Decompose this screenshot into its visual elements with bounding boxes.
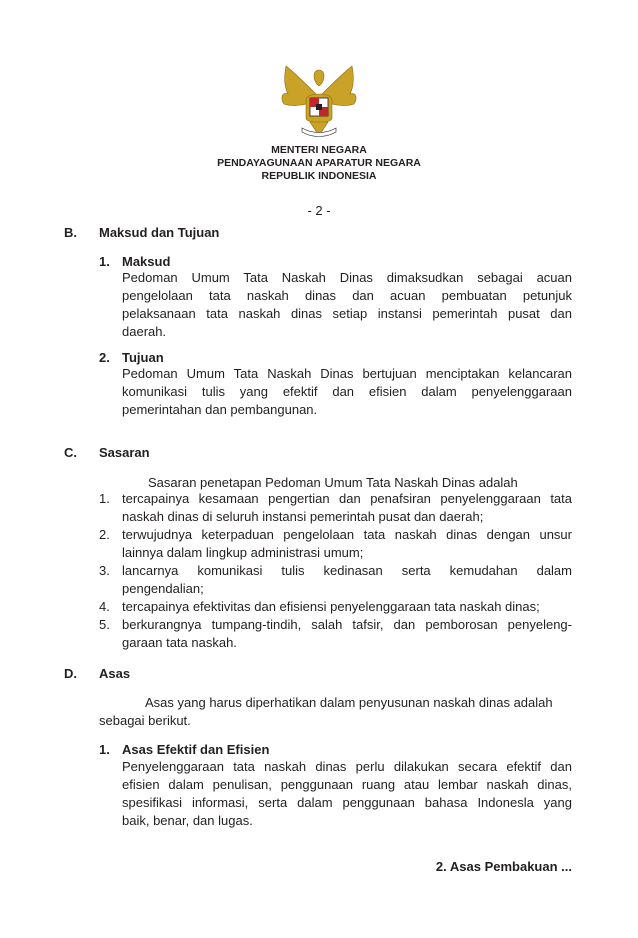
section-d-item1-line3: spesifikasi informasi, serta dalam penggunaan bahasa Indonesla yang	[122, 795, 572, 810]
section-c-item3-num: 3.	[99, 563, 110, 578]
section-b-item1-line1: Pedoman Umum Tata Naskah Dinas dimaksudkan sebagai acuan	[122, 270, 572, 285]
section-b-letter: B.	[64, 225, 77, 240]
section-d-letter: D.	[64, 666, 77, 681]
section-c-title: Sasaran	[99, 445, 150, 460]
section-b-item1-line2: pengelolaan tata naskah dinas dan acuan pembuatan petunjuk	[122, 288, 572, 303]
section-c-item5-line2: garaan tata naskah.	[122, 635, 237, 650]
section-d-item1-line1: Penyelenggaraan tata naskah dinas perlu dilakukan secara efektif dan	[122, 759, 572, 774]
section-c-item1-num: 1.	[99, 491, 110, 506]
section-c-item5-num: 5.	[99, 617, 110, 632]
section-b-item1-line4: daerah.	[122, 324, 167, 339]
section-c-item3-line2: pengendalian;	[122, 581, 204, 596]
section-d-item1-title: Asas Efektif dan Efisien	[122, 742, 270, 757]
section-c-item2-num: 2.	[99, 527, 110, 542]
section-c-item3-line1: lancarnya komunikasi tulis kedinasan serta kemudahan dalam	[122, 563, 572, 578]
section-b-item2-line2: komunikasi tulis yang efektif dan efisien dalam penyelenggaraan	[122, 384, 572, 399]
section-c-item4-num: 4.	[99, 599, 110, 614]
section-d-item1-line2: efisien dalam penulisan, penggunaan ruang atau lembar naskah dinas,	[122, 777, 572, 792]
section-b-item1-line3: pelaksanaan tata naskah dinas setiap instansi pemerintah pusat dan	[122, 306, 572, 321]
section-d-title: Asas	[99, 666, 131, 681]
section-c-item2-line1: terwujudnya keterpaduan pengelolaan tata naskah dinas dengan unsur	[122, 527, 572, 542]
section-b-item2-title: Tujuan	[122, 350, 164, 365]
section-c-item2-line2: lainnya dalam lingkup administrasi umum;	[122, 545, 364, 560]
section-c-item4-line1: tercapainya efektivitas dan efisiensi penyelenggaraan tata naskah dinas;	[122, 599, 540, 614]
header-department: PENDAYAGUNAAN APARATUR NEGARA	[217, 157, 421, 169]
section-b-title: Maksud dan Tujuan	[99, 225, 220, 240]
section-b-item2-line3: pemerintahan dan pembangunan.	[122, 402, 318, 417]
section-c-item1-line2: naskah dinas di seluruh instansi pemerintah pusat dan daerah;	[122, 509, 484, 524]
section-c-item1-line1: tercapainya kesamaan pengertian dan penafsiran penyelenggaraan tata	[122, 491, 572, 506]
section-b-item2-num: 2.	[99, 350, 110, 365]
section-d-intro-line2: sebagai berikut.	[99, 713, 191, 728]
section-c-letter: C.	[64, 445, 77, 460]
section-c-intro: Sasaran penetapan Pedoman Umum Tata Naskah Dinas adalah	[148, 475, 518, 490]
section-b-item1-title: Maksud	[122, 254, 171, 269]
section-d-item1-line4: baik, benar, dan lugas.	[122, 813, 253, 828]
garuda-emblem-icon	[278, 56, 360, 142]
section-b-item2-line1: Pedoman Umum Tata Naskah Dinas bertujuan menciptakan kelancaran	[122, 366, 572, 381]
section-c-item5-line1: berkurangnya tumpang-tindih, salah tafsir, dan pemborosan penyeleng-	[122, 617, 572, 632]
section-d-intro-line1: Asas yang harus diperhatikan dalam penyusunan naskah dinas adalah	[145, 695, 553, 710]
footer-continuation: 2. Asas Pembakuan ...	[435, 859, 572, 874]
header-ministry: MENTERI NEGARA	[271, 144, 367, 156]
page-number: - 2 -	[307, 203, 331, 218]
section-b-item1-num: 1.	[99, 254, 110, 269]
header-country: REPUBLIK INDONESIA	[261, 170, 377, 182]
section-d-item1-num: 1.	[99, 742, 110, 757]
